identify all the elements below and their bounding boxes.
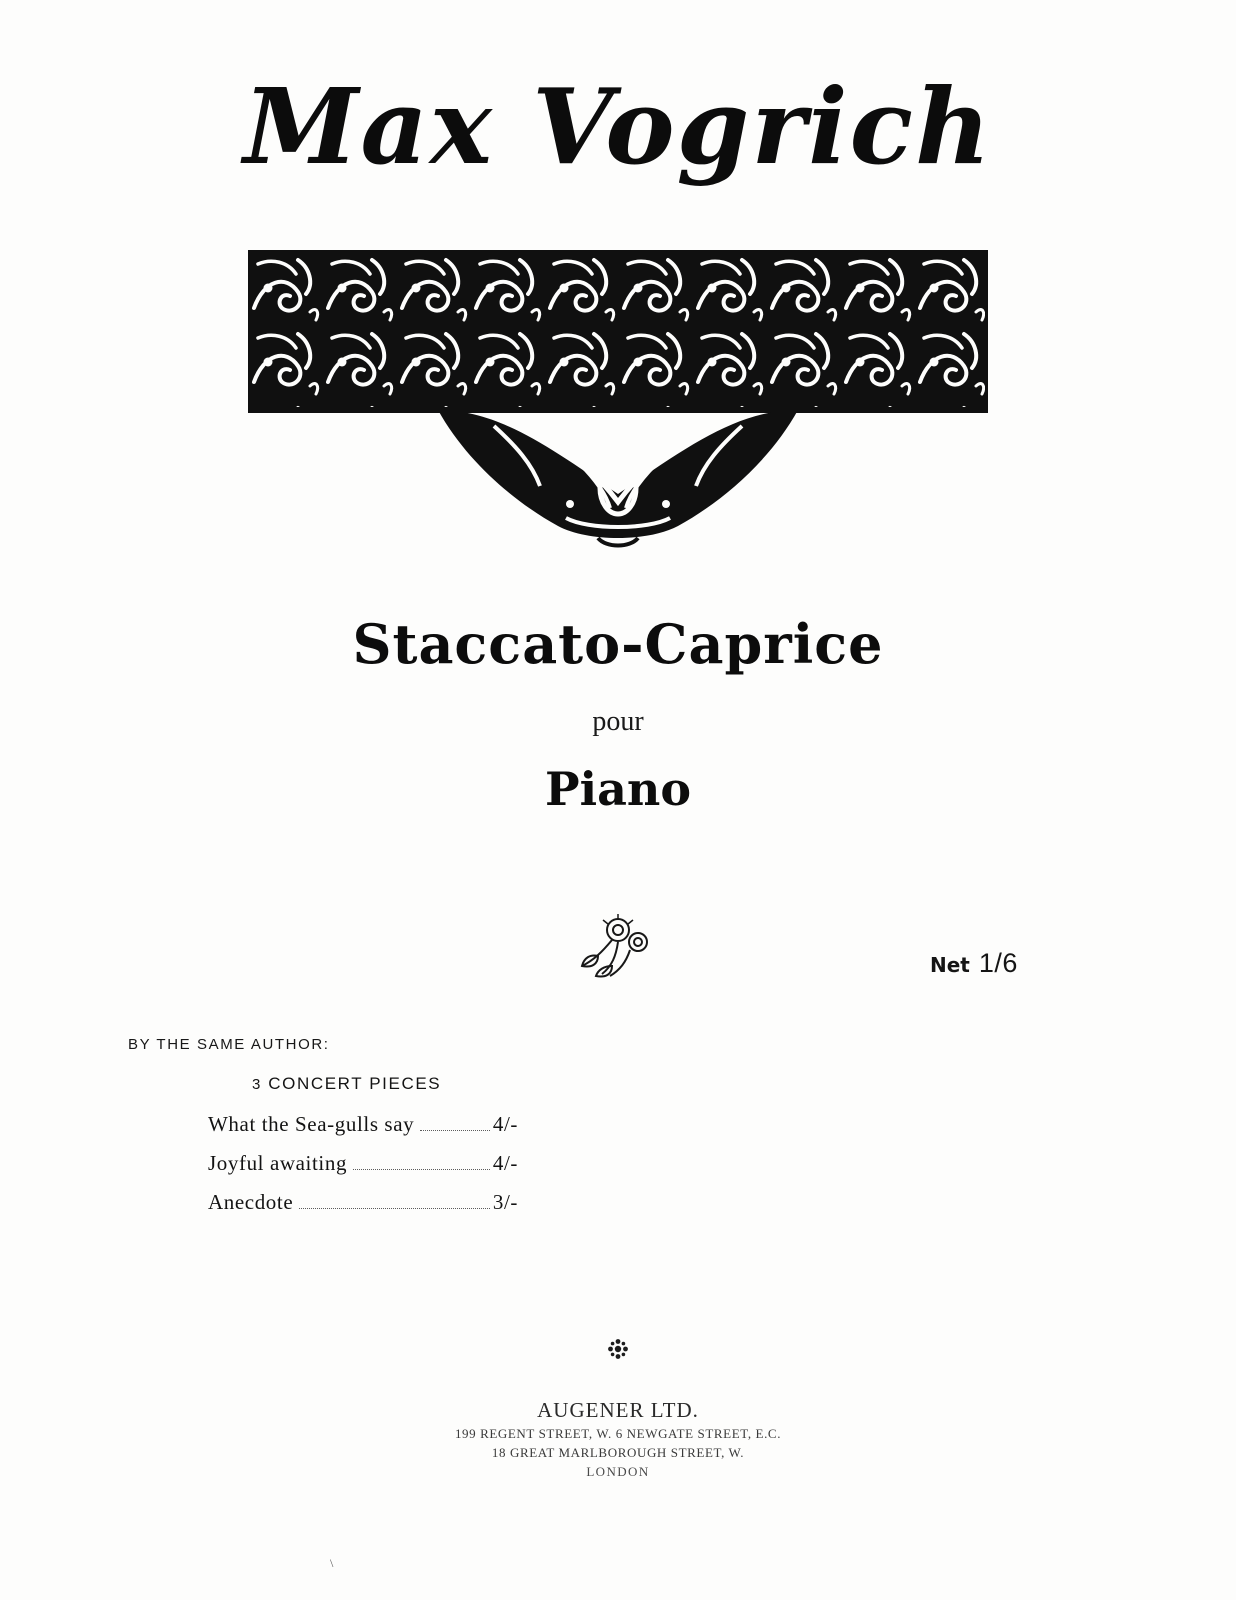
series-heading: [252, 1074, 441, 1094]
series-number: 3: [252, 1076, 262, 1093]
publisher-imprint: [0, 1398, 1236, 1480]
work-price: 4/-: [492, 1151, 518, 1175]
price-value: 1/6: [978, 948, 1018, 978]
instrument-name: Piano: [545, 762, 691, 816]
leader-dots: [420, 1130, 490, 1131]
work-price: 4/-: [492, 1112, 518, 1136]
list-item: [208, 1112, 518, 1151]
price-line: [930, 948, 1018, 979]
publisher-city: LONDON: [586, 1464, 650, 1479]
publisher-address-line-2: 18 GREAT MARLBOROUGH STREET, W.: [491, 1445, 745, 1460]
for-preposition: pour: [592, 706, 644, 737]
decorative-ornament-band: [0, 250, 1236, 570]
list-item: [208, 1151, 518, 1190]
work-title: Anecdote: [208, 1190, 294, 1214]
list-item: [208, 1190, 518, 1229]
works-list: [208, 1112, 518, 1229]
piece-title: Staccato-Caprice: [352, 612, 884, 676]
floral-band-ornament: [248, 250, 988, 560]
by-the-same-author-heading: BY THE SAME AUTHOR:: [128, 1036, 330, 1053]
leader-dots: [299, 1208, 490, 1209]
leader-dots: [353, 1169, 490, 1170]
composer-name: Max Vogrich: [243, 65, 993, 188]
work-title: What the Sea-gulls say: [208, 1112, 415, 1136]
publisher-address-line-1: 199 REGENT STREET, W. 6 NEWGATE STREET, E.C.: [454, 1426, 782, 1441]
series-title: CONCERT PIECES: [268, 1074, 442, 1093]
publisher-name: AUGENER LTD.: [537, 1398, 699, 1422]
floral-sprig-icon: [0, 912, 1236, 991]
work-title: Joyful awaiting: [208, 1151, 348, 1175]
page-pencil-mark: \: [330, 1556, 334, 1570]
rosette-icon: [0, 1338, 1236, 1365]
work-price: 3/-: [492, 1190, 518, 1214]
price-label: Net: [930, 953, 970, 977]
